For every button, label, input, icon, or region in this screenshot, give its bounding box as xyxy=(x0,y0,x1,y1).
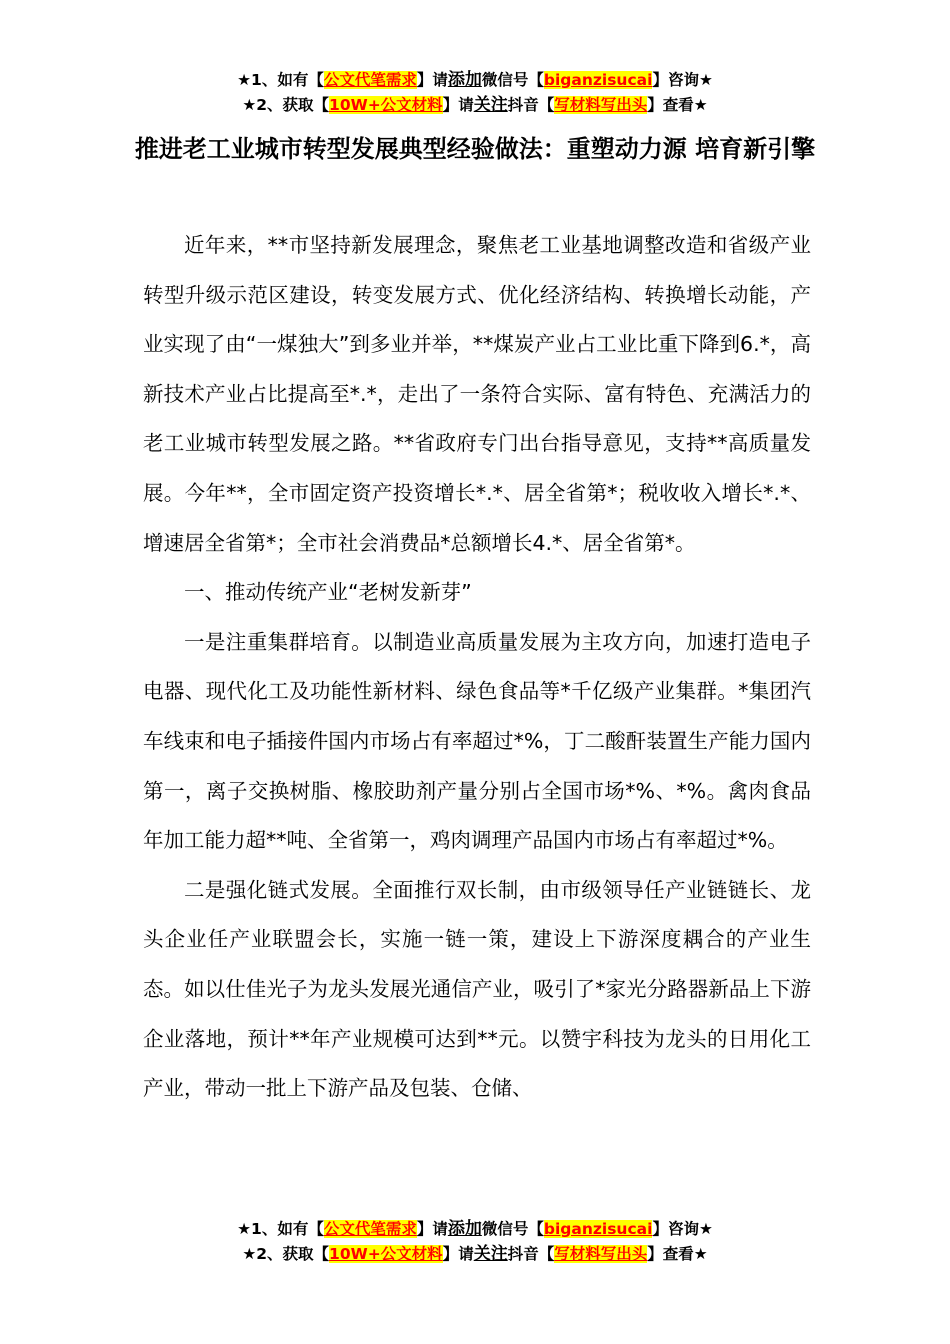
promo-banner-top xyxy=(0,68,950,118)
document-title: 推进老工业城市转型发展典型经验做法：重塑动力源 培育新引擎 xyxy=(134,135,816,163)
promo-highlight: 公文代笔需求 xyxy=(323,71,417,89)
promo-text: 】咨询★ xyxy=(652,1220,713,1238)
paragraph-intro: 近年来，**市坚持新发展理念，聚焦老工业基地调整改造和省级产业转型升级示范区建设，转变发展方式、优化经济结构、转换增长动能，产业实现了由“一煤独大”到多业并举，**煤炭产业占工业比重下降到6.*，高新技术产业占比提高至*.*，走出了一条符合实际、富有特色、充满活力的老工业城市转型发展之路。**省政府专门出台指导意见，支持**高质量发展。今年**，全市固定资产投资增长*.*、居全省第*；税收收入增长*.*、增速居全省第*；全市社会消费品*总额增长4.*、居全省第*。 xyxy=(143,233,811,555)
promo-line-1 xyxy=(0,68,950,93)
promo-line-1 xyxy=(0,1217,950,1242)
promo-underlined: 关注 xyxy=(473,95,508,115)
paragraph-cluster: 一是注重集群培育。以制造业高质量发展为主攻方向，加速打造电子电器、现代化工及功能性新材料、绿色食品等*千亿级产业集群。*集团汽车线束和电子插接件国内市场占有率超过*%，丁二酸酐装置生产能力国内第一，离子交换树脂、橡胶助剂产量分别占全国市场*%、*%。禽肉食品年加工能力超**吨、全省第一，鸡肉调理产品国内市场占有率超过*%。 xyxy=(143,629,811,853)
promo-text: 】请 xyxy=(442,1245,474,1263)
promo-underlined: 关注 xyxy=(473,1244,508,1264)
promo-highlight: biganzisucai xyxy=(543,1220,653,1238)
promo-highlight: biganzisucai xyxy=(543,71,653,89)
promo-text: 微信号【 xyxy=(481,1220,544,1238)
paragraph-chain: 二是强化链式发展。全面推行双长制，由市级领导任产业链链长、龙头企业任产业联盟会长，实施一链一策，建设上下游深度耦合的产业生态。如以仕佳光子为龙头发展光通信产业，吸引了*家光分路器新品上下游企业落地，预计**年产业规模可达到**元。以赞宇科技为龙头的日用化工产业，带动一批上下游产品及包装、仓储、 xyxy=(143,877,811,1101)
promo-highlight: 写材料写出头 xyxy=(554,96,648,114)
promo-underlined: 添加 xyxy=(447,1219,482,1239)
promo-text: 】请 xyxy=(416,1220,448,1238)
promo-highlight: 10W+公文材料 xyxy=(329,96,443,114)
promo-line-2 xyxy=(0,1242,950,1267)
promo-text: 】请 xyxy=(442,96,474,114)
promo-text: ★2、获取【 xyxy=(242,1245,330,1263)
promo-text: ★1、如有【 xyxy=(237,71,324,89)
promo-text: 】查看★ xyxy=(647,96,708,114)
promo-highlight: 10W+公文材料 xyxy=(329,1245,443,1263)
promo-underlined: 添加 xyxy=(447,70,482,90)
promo-banner-bottom xyxy=(0,1217,950,1267)
promo-highlight: 公文代笔需求 xyxy=(323,1220,417,1238)
promo-text: 】查看★ xyxy=(647,1245,708,1263)
promo-highlight: 写材料写出头 xyxy=(554,1245,648,1263)
section-heading-1: 一、推动传统产业“老树发新芽” xyxy=(184,580,472,605)
promo-text: 微信号【 xyxy=(481,71,544,89)
promo-text: 抖音【 xyxy=(507,1245,555,1263)
promo-text: ★1、如有【 xyxy=(237,1220,324,1238)
promo-text: 】请 xyxy=(416,71,448,89)
promo-text: 抖音【 xyxy=(507,96,555,114)
promo-line-2 xyxy=(0,93,950,118)
document-body xyxy=(143,221,811,1114)
promo-text: ★2、获取【 xyxy=(242,96,330,114)
promo-text: 】咨询★ xyxy=(652,71,713,89)
